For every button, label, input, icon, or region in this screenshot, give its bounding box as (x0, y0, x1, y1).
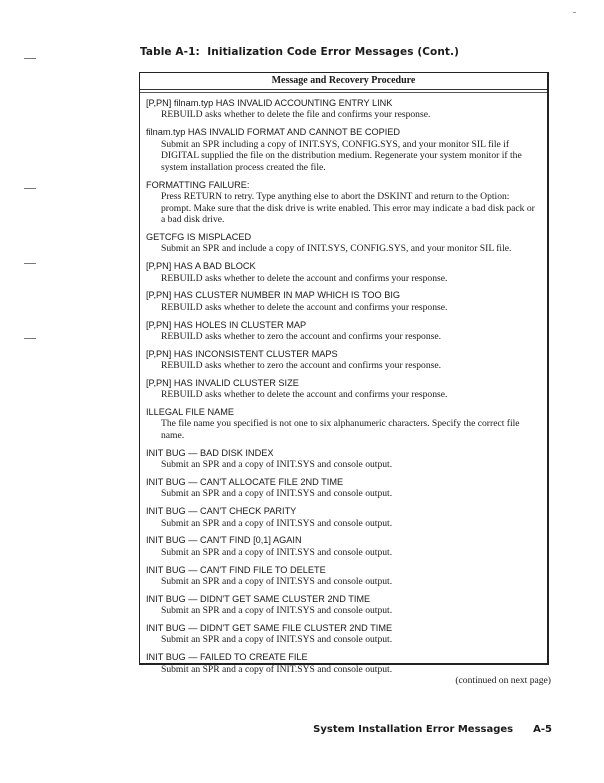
corner-mark (573, 12, 576, 13)
table-row (146, 180, 547, 226)
margin-mark (24, 338, 36, 339)
margin-mark (24, 58, 36, 59)
error-messages-table (139, 72, 549, 675)
recovery-procedure: Submit an SPR and a copy of INIT.SYS and console output. (161, 634, 393, 646)
error-message: [P,PN] HAS INVALID CLUSTER SIZE (146, 377, 299, 388)
error-message: [P,PN] HAS HOLES IN CLUSTER MAP (146, 319, 307, 330)
table-header: Message and Recovery Procedure (140, 73, 547, 90)
recovery-procedure: Submit an SPR and a copy of INIT.SYS and console output. (161, 517, 393, 529)
error-message: INIT BUG — DIDN'T GET SAME CLUSTER 2ND TIME (146, 593, 371, 604)
table-row (146, 448, 547, 471)
table-row (146, 594, 547, 617)
table-row (146, 320, 547, 343)
recovery-procedure: Submit an SPR and a copy of INIT.SYS and console output. (161, 605, 393, 617)
recovery-procedure: REBUILD asks whether to delete the account and confirms your response. (161, 301, 448, 313)
table-row (146, 506, 547, 529)
recovery-procedure: Press RETURN to retry. Type anything else to abort the DSKINT and return to the Option: prompt. Make sure that the disk drive is write enabled. This error may indicate a bad disk pack or a bad disk drive. (161, 190, 535, 226)
recovery-procedure: Submit an SPR and include a copy of INIT.SYS, CONFIG.SYS, and your monitor SIL file. (161, 243, 512, 255)
page-footer (0, 724, 552, 735)
recovery-procedure: Submit an SPR and a copy of INIT.SYS and console output. (161, 663, 393, 675)
footer-page-number: A-5 (533, 724, 552, 735)
margin-mark (24, 188, 36, 189)
table-row (146, 290, 547, 313)
continued-note: (continued on next page) (455, 675, 551, 686)
table-row (146, 349, 547, 372)
error-message: ILLEGAL FILE NAME (146, 407, 234, 418)
recovery-procedure: REBUILD asks whether to delete the file and confirms your response. (161, 109, 431, 121)
page-title: Table A-1: Initialization Code Error Messages (Cont.) (140, 46, 460, 58)
table-row (146, 127, 547, 173)
recovery-procedure: REBUILD asks whether to zero the account and confirms your response. (161, 330, 442, 342)
error-message: FORMATTING FAILURE: (146, 179, 250, 190)
table-entries (140, 90, 547, 675)
error-message: INIT BUG — CAN'T CHECK PARITY (146, 506, 297, 517)
recovery-procedure: Submit an SPR and a copy of INIT.SYS and console output. (161, 546, 393, 558)
error-message: [P,PN] HAS A BAD BLOCK (146, 261, 256, 272)
error-message: INIT BUG — FAILED TO CREATE FILE (146, 652, 308, 663)
error-message: filnam.typ HAS INVALID FORMAT AND CANNOT BE COPIED (146, 127, 401, 138)
error-message: [P,PN] HAS CLUSTER NUMBER IN MAP WHICH IS TOO BIG (146, 290, 401, 301)
table-row (146, 477, 547, 500)
table-row (146, 378, 547, 401)
error-message: INIT BUG — CAN'T FIND [0,1] AGAIN (146, 535, 302, 546)
table-row (146, 652, 547, 675)
table-row (146, 261, 547, 284)
error-message: INIT BUG — BAD DISK INDEX (146, 447, 274, 458)
error-message: INIT BUG — DIDN'T GET SAME FILE CLUSTER 2ND TIME (146, 622, 393, 633)
recovery-procedure: Submit an SPR and a copy of INIT.SYS and console output. (161, 488, 393, 500)
table-row (146, 407, 547, 442)
error-message: [P,PN] HAS INCONSISTENT CLUSTER MAPS (146, 348, 338, 359)
recovery-procedure: REBUILD asks whether to delete the account and confirms your response. (161, 389, 448, 401)
footer-section-title: System Installation Error Messages (313, 724, 514, 735)
error-message: INIT BUG — CAN'T FIND FILE TO DELETE (146, 564, 326, 575)
recovery-procedure: Submit an SPR including a copy of INIT.SYS, CONFIG.SYS, and your monitor SIL file if DIGITAL supplied the file on the distribution medium. Regenerate your system monitor if the system installation process created the file. (161, 138, 522, 173)
table-row (146, 623, 547, 646)
table-row (146, 535, 547, 558)
recovery-procedure: Submit an SPR and a copy of INIT.SYS and console output. (161, 459, 393, 471)
error-message: [P,PN] filnam.typ HAS INVALID ACCOUNTING ENTRY LINK (146, 98, 393, 108)
table-row (146, 565, 547, 588)
error-message: GETCFG IS MISPLACED (146, 231, 252, 242)
recovery-procedure: REBUILD asks whether to zero the account and confirms your response. (161, 360, 442, 372)
table-row (146, 232, 547, 255)
table-row (146, 98, 547, 121)
recovery-procedure: REBUILD asks whether to delete the account and confirms your response. (161, 272, 448, 284)
recovery-procedure: The file name you specified is not one to six alphanumeric characters. Specify the correct file name. (161, 418, 520, 442)
error-message: INIT BUG — CAN'T ALLOCATE FILE 2ND TIME (146, 477, 344, 488)
recovery-procedure: Submit an SPR and a copy of INIT.SYS and console output. (161, 576, 393, 587)
margin-mark (24, 263, 36, 264)
